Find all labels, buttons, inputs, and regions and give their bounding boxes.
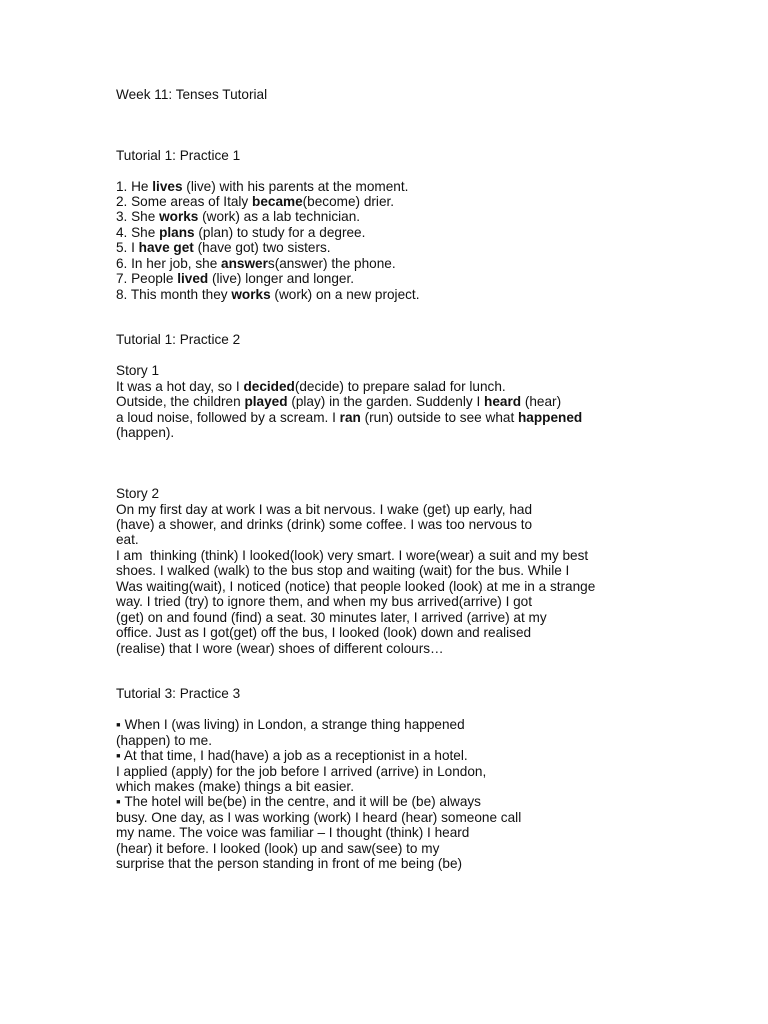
answer-word: ran xyxy=(339,410,361,425)
story2-line xyxy=(116,502,532,518)
story1-line xyxy=(116,410,582,426)
practice1-line xyxy=(116,194,394,210)
practice3-line xyxy=(116,779,354,795)
practice3-line xyxy=(116,841,439,857)
practice3-line xyxy=(116,764,486,780)
answer-word: played xyxy=(244,394,288,409)
line-text: I applied (apply) for the job before I arrived (arrive) in London, xyxy=(116,764,487,779)
line-text: (have) a shower, and drinks (drink) some coffee. I was too nervous to xyxy=(116,517,533,532)
story2-line xyxy=(116,625,531,641)
practice3-heading: Tutorial 3: Practice 3 xyxy=(116,686,241,701)
answer-word: works xyxy=(159,209,199,224)
line-text: (decide) to prepare salad for lunch. xyxy=(294,379,506,394)
story2-line xyxy=(116,641,444,657)
line-text: 3. She xyxy=(116,209,160,224)
story1-line xyxy=(116,394,561,410)
line-text: (get) on and found (find) a seat. 30 minutes later, I arrived (arrive) at my xyxy=(116,610,547,625)
answer-word: works xyxy=(231,287,271,302)
practice1-heading: Tutorial 1: Practice 1 xyxy=(116,148,241,163)
line-text: (work) on a new project. xyxy=(270,287,420,302)
story1-heading: Story 1 xyxy=(116,363,160,378)
line-text: which makes (make) things a bit easier. xyxy=(116,779,354,794)
line-text: (hear) it before. I looked (look) up and saw(see) to my xyxy=(116,841,440,856)
line-text: ▪ When I (was living) in London, a strange thing happened xyxy=(116,717,465,732)
answer-word: decided xyxy=(243,379,295,394)
line-text: ▪ At that time, I had(have) a job as a receptionist in a hotel. xyxy=(116,748,468,763)
story2-line xyxy=(116,517,532,533)
practice3-line xyxy=(116,748,468,764)
line-text: 5. I xyxy=(116,240,139,255)
line-text: 8. This month they xyxy=(116,287,232,302)
answer-word: have get xyxy=(138,240,194,255)
answer-word: lives xyxy=(152,179,183,194)
line-text: 2. Some areas of Italy xyxy=(116,194,253,209)
practice1-line xyxy=(116,225,365,241)
answer-word: plans xyxy=(159,225,195,240)
line-text: a loud noise, followed by a scream. I xyxy=(116,410,340,425)
line-text: On my first day at work I was a bit nervous. I wake (get) up early, had xyxy=(116,502,533,517)
story2-heading: Story 2 xyxy=(116,486,160,501)
line-text: (happen). xyxy=(116,425,175,440)
line-text: 6. In her job, she xyxy=(116,256,222,271)
line-text: (hear) xyxy=(521,394,562,409)
answer-word: became xyxy=(252,194,303,209)
line-text: busy. One day, as I was working (work) I heard (hear) someone call xyxy=(116,810,522,825)
story1-line xyxy=(116,425,174,441)
line-text: shoes. I walked (walk) to the bus stop and waiting (wait) for the bus. While I xyxy=(116,563,570,578)
story1-line xyxy=(116,379,506,395)
story2-line xyxy=(116,594,532,610)
document-title: Week 11: Tenses Tutorial xyxy=(116,87,268,102)
answer-word: answer xyxy=(221,256,268,271)
practice3-line xyxy=(116,810,521,826)
practice3-line xyxy=(116,733,212,749)
line-text: office. Just as I got(get) off the bus, I looked (look) down and realised xyxy=(116,625,532,640)
line-text: (become) drier. xyxy=(302,194,395,209)
story2-line xyxy=(116,610,547,626)
line-text: 1. He xyxy=(116,179,153,194)
line-text: (run) outside to see what xyxy=(360,410,518,425)
practice1-line xyxy=(116,179,408,195)
answer-word: heard xyxy=(484,394,522,409)
line-text: 7. People xyxy=(116,271,178,286)
line-text: I am thinking (think) I looked(look) very smart. I wore(wear) a suit and my best xyxy=(116,548,589,563)
practice1-line xyxy=(116,287,420,303)
story2-line xyxy=(116,563,569,579)
practice1-line xyxy=(116,271,354,287)
line-text: Was waiting(wait), I noticed (notice) that people looked (look) at me in a strange xyxy=(116,579,596,594)
line-text: (happen) to me. xyxy=(116,733,212,748)
practice3-line xyxy=(116,717,465,733)
line-text: (plan) to study for a degree. xyxy=(194,225,366,240)
answer-word: happened xyxy=(518,410,583,425)
story2-line xyxy=(116,579,595,595)
line-text: (live) with his parents at the moment. xyxy=(182,179,409,194)
answer-word: lived xyxy=(177,271,209,286)
practice3-line xyxy=(116,825,469,841)
line-text: (realise) that I wore (wear) shoes of different colours… xyxy=(116,641,444,656)
practice1-line xyxy=(116,209,360,225)
line-text: (play) in the garden. Suddenly I xyxy=(287,394,485,409)
line-text: ▪ The hotel will be(be) in the centre, and it will be (be) always xyxy=(116,794,481,809)
line-text: my name. The voice was familiar – I thought (think) I heard xyxy=(116,825,470,840)
practice1-line xyxy=(116,240,331,256)
line-text: (live) longer and longer. xyxy=(208,271,355,286)
story2-line xyxy=(116,548,588,564)
line-text: 4. She xyxy=(116,225,160,240)
line-text: s(answer) the phone. xyxy=(267,256,396,271)
line-text: way. I tried (try) to ignore them, and when my bus arrived(arrive) I got xyxy=(116,594,533,609)
practice1-line xyxy=(116,256,396,272)
practice3-line xyxy=(116,794,481,810)
line-text: (have got) two sisters. xyxy=(193,240,331,255)
line-text: surprise that the person standing in front of me being (be) xyxy=(116,856,463,871)
practice2-heading: Tutorial 1: Practice 2 xyxy=(116,332,241,347)
story2-line xyxy=(116,532,139,548)
line-text: (work) as a lab technician. xyxy=(198,209,361,224)
line-text: eat. xyxy=(116,532,139,547)
line-text: It was a hot day, so I xyxy=(116,379,244,394)
line-text: Outside, the children xyxy=(116,394,245,409)
practice3-line xyxy=(116,856,462,872)
